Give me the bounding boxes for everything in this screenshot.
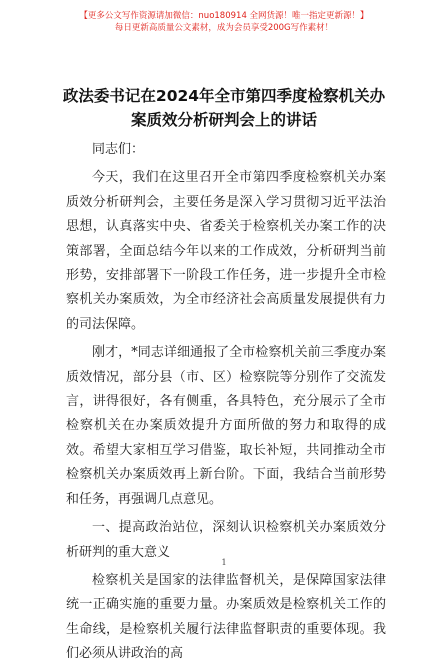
paragraph: 检察机关是国家的法律监督机关，是保障国家法律统一正确实施的重要力量。办案质效是检察机关工作的生命线，是检察机关履行法律监督职责的重要体现。我们必须从讲政治的高 (66, 572, 386, 662)
document-body (66, 138, 386, 671)
promo-banner (0, 10, 448, 34)
salutation: 同志们： (92, 142, 145, 157)
title-line-1: 政法委书记在2024年全市第四季度检察机关办 (62, 87, 386, 105)
paragraph: 刚才，*同志详细通报了全市检察机关前三季度办案质效情况，部分县（市、区）检察院等分别作了交流发言，讲得很好，各有侧重，各具特色，充分展示了全市检察机关在办案质效提升方面所做的努力和取得的成效。希望大家相互学习借鉴，取长补短，共同推动全市检察机关办案质效再上新台阶。下面，我结合当前形势和任务，再强调几点意见。 (66, 345, 386, 507)
page-number: 1 (221, 558, 227, 567)
section-heading: 一、提高政治站位，深刻认识检察机关办案质效分析研判的重大意义 (66, 520, 386, 560)
title-line-2: 案质效分析研判会上的讲话 (130, 111, 317, 129)
banner-line-2: 每日更新高质量公文素材，成为会员享受200G写作素材！ (114, 23, 334, 33)
banner-line-1: 【更多公文写作资源请加微信：nuo180914 全网货源！唯一指定更新源！】 (79, 11, 369, 21)
paragraph: 今天，我们在这里召开全市第四季度检察机关办案质效分析研判会，主要任务是深入学习贯彻习近平法治思想，认真落实中央、省委关于检察机关办案工作的决策部署，全面总结今年以来的工作成效，分析研判当前形势，安排部署下一阶段工作任务，进一步提升全市检察机关办案质效，为全市经济社会高质量发展提供有力的司法保障。 (66, 170, 386, 332)
document-title (40, 84, 408, 132)
